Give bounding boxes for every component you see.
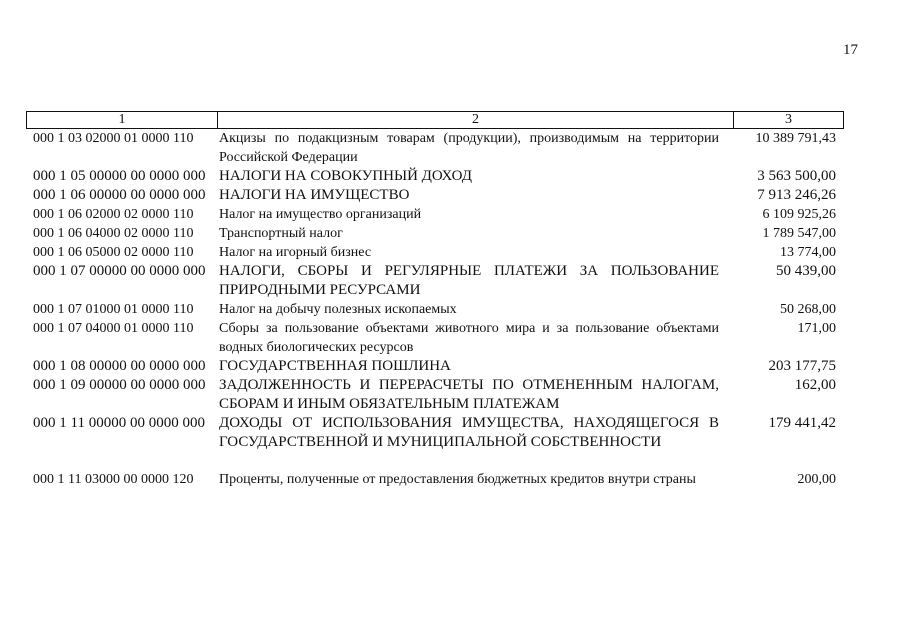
header-col-2: 2 xyxy=(218,112,734,128)
row-name: ГОСУДАРСТВЕННАЯ ПОШЛИНА xyxy=(219,358,451,374)
row-value: 3 563 500,00 xyxy=(757,168,836,184)
row-name: НАЛОГИ НА СОВОКУПНЫЙ ДОХОД xyxy=(219,168,472,184)
row-value: 13 774,00 xyxy=(780,245,836,260)
row-name: ДОХОДЫ ОТ ИСПОЛЬЗОВАНИЯ ИМУЩЕСТВА, НАХОДЯЩЕГОСЯ В ГОСУДАРСТВЕННОЙ И МУНИЦИПАЛЬНОЙ СОБСТВЕННОСТИ xyxy=(219,415,719,450)
header-col-3: 3 xyxy=(785,112,792,127)
row-code: 000 1 07 01000 01 0000 110 xyxy=(33,302,194,317)
row-value: 50 268,00 xyxy=(780,302,836,317)
table-row xyxy=(26,470,844,489)
table-row xyxy=(26,129,844,167)
row-code: 000 1 06 05000 02 0000 110 xyxy=(33,245,194,260)
page-number: 17 xyxy=(843,42,858,58)
table-row xyxy=(26,376,844,414)
table-header xyxy=(26,111,844,129)
row-value: 171,00 xyxy=(797,321,836,336)
row-code: 000 1 03 02000 01 0000 110 xyxy=(33,131,194,146)
table-row xyxy=(26,224,844,243)
row-name: ЗАДОЛЖЕННОСТЬ И ПЕРЕРАСЧЕТЫ ПО ОТМЕНЕННЫМ НАЛОГАМ, СБОРАМ И ИНЫМ ОБЯЗАТЕЛЬНЫМ ПЛАТЕЖАМ xyxy=(219,377,719,412)
row-code: 000 1 11 00000 00 0000 000 xyxy=(33,415,205,431)
row-name: Налог на имущество организаций xyxy=(219,207,422,222)
row-code: 000 1 08 00000 00 0000 000 xyxy=(33,358,206,374)
row-value: 179 441,42 xyxy=(768,415,836,431)
row-name: Транспортный налог xyxy=(219,226,343,241)
row-code: 000 1 06 04000 02 0000 110 xyxy=(33,226,194,241)
table-row xyxy=(26,319,844,357)
row-code: 000 1 06 00000 00 0000 000 xyxy=(33,187,206,203)
table-row xyxy=(26,243,844,262)
row-name: НАЛОГИ, СБОРЫ И РЕГУЛЯРНЫЕ ПЛАТЕЖИ ЗА ПОЛЬЗОВАНИЕ ПРИРОДНЫМИ РЕСУРСАМИ xyxy=(219,263,719,298)
row-value: 200,00 xyxy=(797,472,836,487)
row-name: Налог на добычу полезных ископаемых xyxy=(219,302,457,317)
row-code: 000 1 09 00000 00 0000 000 xyxy=(33,377,206,393)
row-name: Акцизы по подакцизным товарам (продукции), производимым на территории Российской Федерации xyxy=(219,131,719,165)
table-row xyxy=(26,186,844,205)
table-row xyxy=(26,357,844,376)
row-name: НАЛОГИ НА ИМУЩЕСТВО xyxy=(219,187,410,203)
row-value: 10 389 791,43 xyxy=(755,131,836,146)
table-row xyxy=(26,167,844,186)
header-col-1: 1 xyxy=(27,112,218,128)
row-value: 7 913 246,26 xyxy=(757,187,836,203)
table-row xyxy=(26,300,844,319)
income-table xyxy=(26,111,844,489)
row-value: 162,00 xyxy=(794,377,836,393)
row-name: Сборы за пользование объектами животного мира и за пользование объектами водных биологических ресурсов xyxy=(219,321,719,355)
row-value: 1 789 547,00 xyxy=(762,226,836,241)
row-code: 000 1 07 04000 01 0000 110 xyxy=(33,321,194,336)
row-code: 000 1 05 00000 00 0000 000 xyxy=(33,168,206,184)
table-row xyxy=(26,205,844,224)
row-name: Проценты, полученные от предоставления бюджетных кредитов внутри страны xyxy=(219,472,696,487)
table-row xyxy=(26,262,844,300)
row-code: 000 1 06 02000 02 0000 110 xyxy=(33,207,194,222)
row-name: Налог на игорный бизнес xyxy=(219,245,372,260)
row-value: 50 439,00 xyxy=(776,263,836,279)
row-value: 203 177,75 xyxy=(768,358,836,374)
row-code: 000 1 11 03000 00 0000 120 xyxy=(33,472,194,487)
row-value: 6 109 925,26 xyxy=(762,207,836,222)
table-row xyxy=(26,414,844,452)
row-code: 000 1 07 00000 00 0000 000 xyxy=(33,263,206,279)
